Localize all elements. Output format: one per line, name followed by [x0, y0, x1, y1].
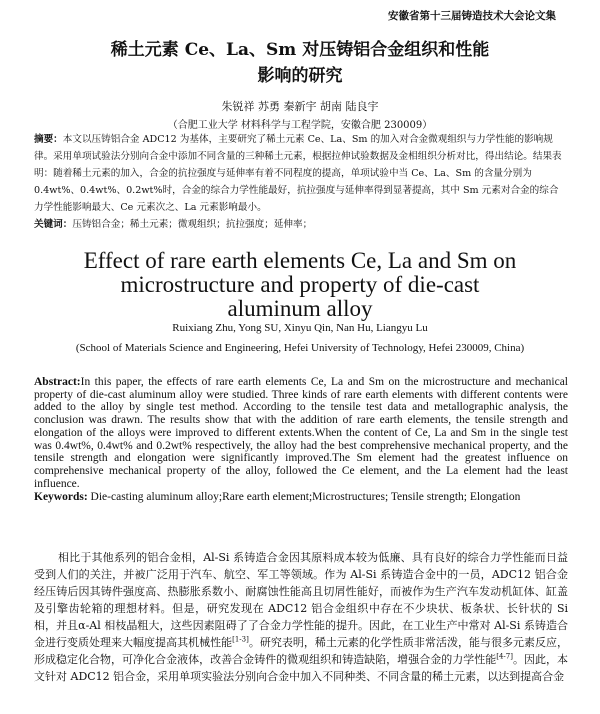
english-abstract-block	[34, 376, 568, 505]
english-title	[0, 249, 600, 321]
chinese-title-line-2: 影响的研究	[257, 66, 343, 86]
body-paragraph	[34, 549, 568, 685]
chinese-keywords-text: 压铸铝合金；稀土元素；微观组织；抗拉强度；延伸率；	[72, 219, 313, 230]
chinese-authors: 朱锐祥 苏勇 秦新宇 胡南 陆良宇	[221, 100, 379, 113]
citation-2: [4-7]	[496, 652, 513, 661]
chinese-keywords	[34, 216, 568, 233]
chinese-affiliation: （合肥工业大学 材料科学与工程学院，安徽合肥 230009）	[167, 120, 433, 131]
english-keywords	[34, 491, 568, 504]
english-title-line-1: Effect of rare earth elements Ce, La and Sm on	[83, 248, 517, 273]
english-abstract	[34, 376, 568, 490]
english-abstract-label: Abstract:	[34, 376, 81, 388]
english-affiliation: (School of Materials Science and Engineering, Hefei University of Technology, Hefei 230009, China)	[75, 342, 525, 354]
english-title-line-2: microstructure and property of die-cast	[120, 272, 480, 297]
chinese-keywords-label: 关键词：	[34, 219, 73, 230]
body-text-part-1: 相比于其他系列的铝合金相，Al-Si 系铸造合金因其原料成本较为低廉、具有良好的综合力学性能而日益受到人们的关注，并被广泛用于汽车、航空、军工等领域。作为 Al-Si 系铸造合金中的一员，ADC12 铝合金经压铸后因其铸件强度高、热膨胀系数小、耐腐蚀性能高且切屑性能好，而被作为生产汽车发动机缸体、缸盖及引擎齿轮箱的理想材料。但是，研究发现在 ADC12 铝合金组织中存在不少块状、板条状、长针状的 Si 相，并且α-Al 相枝晶粗大，这些因素阻碍了了合金力学性能的提升。因此，在工业生产中常对 Al-Si 系铸造合金进行变质处理来大幅度提高其机械性能	[34, 551, 568, 649]
chinese-abstract	[34, 131, 568, 216]
body-text-part-2: 。研究表明，稀土元素的化学性质非常活泼，能与很多元素反应，形成稳定化合物，可净化合金液体，改善合金铸件的微观组织和铸造缺陷，增强合金的力学性能	[34, 636, 569, 666]
english-keywords-label: Keywords:	[34, 491, 88, 504]
body-text-part-3: 。因此，本文针对 ADC12 铝合金，采用单项实验法分别向合金中加入不同种类、不同含量的稀土元素，以达到提高合金	[34, 653, 568, 683]
chinese-abstract-label: 摘要：	[34, 134, 63, 145]
chinese-abstract-text: 本文以压铸铝合金 ADC12 为基体，主要研究了稀土元素 Ce、La、Sm 的加入对合金微观组织与力学性能的影响规律。采用单项试验法分别向合金中添加不同含量的三种稀土元素，根据拉伸试验数据及金相组织分析对比，得出结论。结果表明：随着稀土元素的加入，合金的抗拉强度与延伸率有着不同程度的提高，单项试验中当 Ce、La、Sm 的含量分别为 0.4wt%、0.4wt%、0.2wt%时，合金的综合力学性能最好，抗拉强度与延伸率得到显著提高，其中 Sm 元素对合金的综合力学性能影响最大、Ce 元素次之、La 元素影响最小。	[34, 134, 562, 213]
english-abstract-text: In this paper, the effects of rare earth elements Ce, La and Sm on the microstructure and mechanical property of die-cast aluminum alloy were studied. Three kinds of rare earth elements with different contents were added to the alloy by single test method. According to the tensile test data and metallographic analysis, the conclusion was drawn. The results show that with the addition of rare earth elements, the tensile strength and elongation of the alloys were improved to different extents.When the content of Ce, La and Sm in the single test was 0.4wt%, 0.4wt% and 0.2wt% respectively, the alloy had the best comprehensive mechanical property, and the tensile strength and elongation were significantly improved.The Sm element had the greatest influence on comprehensive mechanical property of the alloy, followed the Ce element, and the La element had the least influence.	[34, 376, 568, 490]
english-keywords-text: Die-casting aluminum alloy;Rare earth element;Microstructures; Tensile strength; Elongation	[90, 491, 521, 504]
english-title-line-3: aluminum alloy	[227, 296, 373, 321]
chinese-abstract-block	[34, 131, 568, 233]
english-authors: Ruixiang Zhu, Yong SU, Xinyu Qin, Nan Hu, Liangyu Lu	[172, 322, 428, 334]
introduction-paragraph	[34, 549, 568, 685]
running-header: 安徽省第十三届铸造技术大会论文集	[388, 10, 556, 22]
citation-1: [1-3]	[232, 635, 249, 644]
chinese-title-line-1: 稀土元素 Ce、La、Sm 对压铸铝合金组织和性能	[110, 40, 490, 60]
